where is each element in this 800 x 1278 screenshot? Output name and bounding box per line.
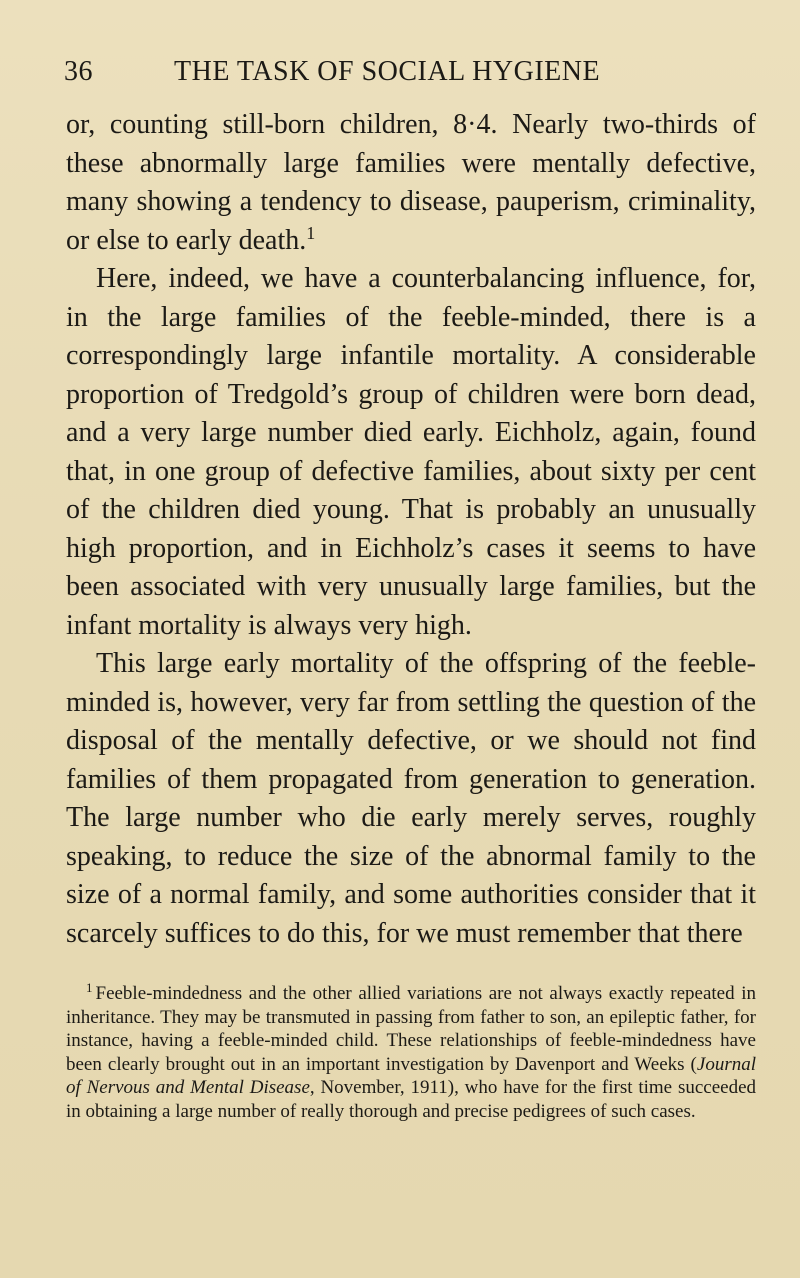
page-header	[64, 56, 754, 96]
paragraph-text: or, counting still-born children, 8·4. Nearly two-thirds of these abnormally large families were mentally defective, many showing a tendency to disease, pauperism, criminality, or else to early death.	[66, 109, 756, 256]
footnote-marker: 1	[86, 980, 93, 995]
running-head: THE TASK OF SOCIAL HYGIENE	[174, 56, 601, 87]
paragraph: This large early mortality of the offspring of the feeble-minded is, however, very far from settling the question of the disposal of the mentally defective, or we should not find families of them propagated from generation to generation. The large number who die early merely serves, roughly speaking, to reduce the size of the abnormal family to the size of a normal family, and some authorities consider that it scarcely suffices to do this, for we must remember that there	[66, 648, 756, 949]
footnote-text: Feeble-mindedness and the other allied variations are not always exactly repeated in inheritance. They may be transmuted in passing from father to son, an epileptic father, for instance, having a feeble-minded child. These relationships of feeble-mindedness have been clearly brought out in an important investigation by Davenport and Weeks (	[66, 983, 756, 1075]
footnotes	[66, 982, 756, 1123]
footnote-reference: 1	[306, 222, 316, 243]
footnote	[66, 982, 756, 1123]
paragraph: Here, indeed, we have a counterbalancing influence, for, in the large families of the feeble-minded, there is a correspondingly large infantile mortality. A considerable proportion of Tredgold’s group of children were born dead, and a very large number died early. Eichholz, again, found that, in one group of defective families, about sixty per cent of the children died young. That is probably an unusually high proportion, and in Eichholz’s cases it seems to have been associated with very unusually large families, but the infant mortality is always very high.	[66, 263, 756, 641]
page-number: 36	[64, 56, 93, 87]
footnote-text: , November, 1911), who have for the first time succeeded in obtaining a large number of really thorough and precise pedigrees of such cases.	[66, 1077, 757, 1122]
body-text	[66, 106, 756, 953]
paragraph	[66, 106, 756, 260]
journal-title: Journal of Nervous and Mental Disease	[66, 1053, 756, 1098]
